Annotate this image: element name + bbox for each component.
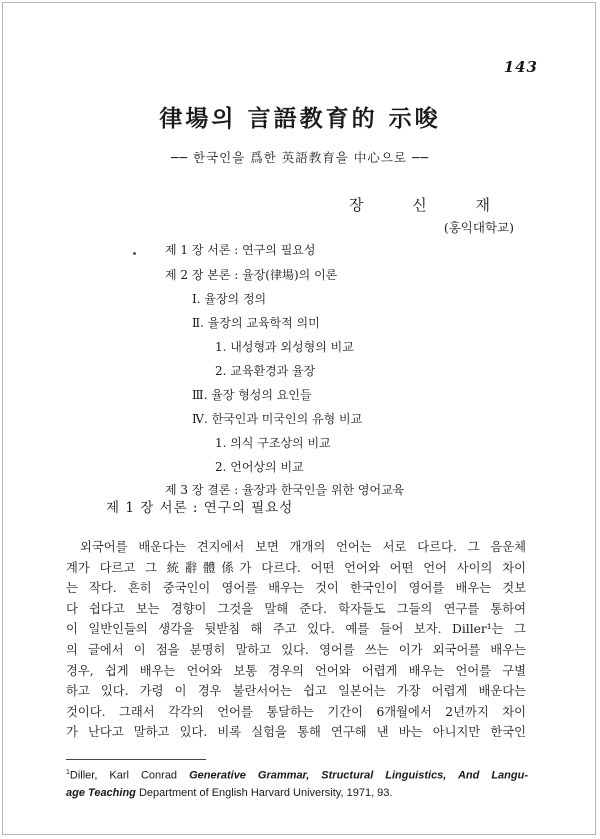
footnote-author: Diller, Karl Conrad <box>69 769 190 782</box>
footnote-line <box>66 764 528 785</box>
toc-section-2: Ⅱ. 율장의 교육학적 의미 <box>192 316 320 330</box>
page-number: 143 <box>503 58 538 76</box>
footnote-line <box>66 785 528 802</box>
footnote <box>66 764 528 802</box>
body-line: 가 난다고 말하고 있다. 비록 실험을 통해 연구해 낸 바는 아니지만 한국인 <box>66 725 526 740</box>
body-line: 다 쉽다고 보는 경향이 그것을 말해 준다. 학자들도 그들의 연구를 통하여 <box>66 601 526 616</box>
toc-section-4: Ⅳ. 한국인과 미국인의 유형 비교 <box>192 412 363 426</box>
body-line: 의 글에서 이 점을 분명히 말하고 있다. 영어를 쓰는 이가 외국어를 배우는 <box>66 642 526 657</box>
toc-chapter-2: 제 2 장 본론 : 율장(律場)의 이론 <box>165 268 338 282</box>
footnote-title: Generative Grammar, Structural Linguistics, And Langu- <box>189 769 528 782</box>
author-name: 장 신 재 <box>348 196 512 214</box>
footnote-marker: 1 <box>66 769 70 776</box>
toc-section-1: Ⅰ. 율장의 정의 <box>192 292 267 306</box>
body-line: 것이다. 그래서 각각의 언어를 통달하는 기간이 6개월에서 2년까지 차이 <box>66 704 526 719</box>
stray-mark <box>133 252 136 255</box>
toc-subsection-4-1: 1. 의식 구조상의 비교 <box>215 436 331 450</box>
toc-subsection-2-2: 2. 교육환경과 율장 <box>215 364 316 378</box>
body-line: 경우, 쉽게 배우는 언어와 보통 경우의 언어와 어렵게 배우는 언어를 구별 <box>66 663 526 678</box>
footnote-title-cont: age Teaching <box>66 786 136 799</box>
toc-section-3: Ⅲ. 율장 형성의 요인들 <box>192 388 312 402</box>
toc-subsection-2-1: 1. 내성형과 외성형의 비교 <box>215 340 354 354</box>
body-line: 이 일반인들의 생각을 뒷받침 해 주고 있다. 예를 들어 보자. Diller¹는 그 <box>66 622 526 637</box>
toc-chapter-3: 제 3 장 결론 : 율장과 한국인을 위한 영어교육 <box>165 483 405 497</box>
body-line: 하고 있다. 가령 이 경우 불란서어는 쉽고 일본어는 가장 어렵게 배운다는 <box>66 684 526 699</box>
footnote-publisher: Department of English Harvard University, 1971, 93. <box>135 786 393 799</box>
toc-chapter-1: 제 1 장 서론 : 연구의 필요성 <box>165 243 316 257</box>
author-affiliation: (홍익대학교) <box>443 220 514 235</box>
toc-subsection-4-2: 2. 언어상의 비교 <box>215 460 304 474</box>
body-line: 계가 다르고 그 統辭體係가 다르다. 어떤 언어와 어떤 언어 사이의 차이 <box>66 560 526 575</box>
body-paragraph <box>66 537 526 743</box>
body-line: 는 작다. 흔히 중국인이 영어를 배우는 것이 한국인이 영어를 배우는 것보 <box>66 581 526 596</box>
body-line: 외국어를 배운다는 견지에서 보면 개개의 언어는 서로 다르다. 그 음운체 <box>80 540 526 554</box>
article-title: 律場의 言語教育的 示唆 <box>159 105 441 132</box>
footnote-divider <box>66 759 206 760</box>
article-subtitle: ── 한국인을 爲한 英語教育을 中心으로 ── <box>170 150 430 165</box>
section-heading: 제 1 장 서론 : 연구의 필요성 <box>106 500 294 516</box>
